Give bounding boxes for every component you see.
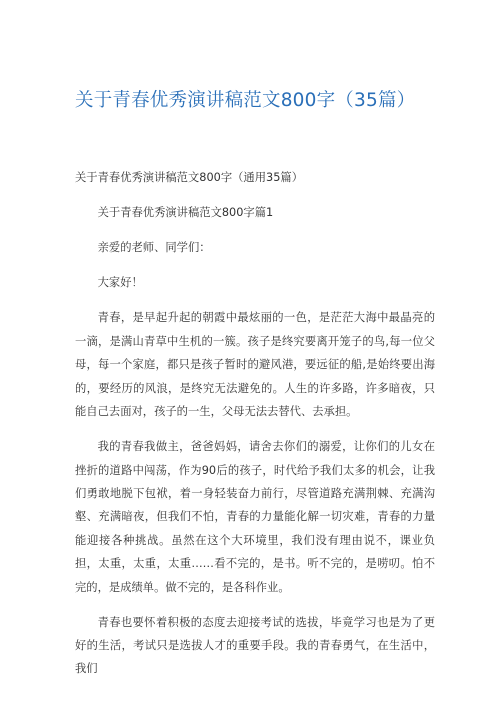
section-heading: 关于青春优秀演讲稿范文800字篇1 bbox=[97, 206, 274, 220]
subtitle-paragraph: 关于青春优秀演讲稿范文800字（通用35篇） bbox=[75, 171, 303, 184]
body-paragraph: 青春也要怀着积极的态度去迎接考试的选拔，毕竟学习也是为了更好的生活，考试只是选拔人才的重要手段。我的青春勇气，在生活中，我们 bbox=[75, 615, 435, 676]
salutation: 亲爱的老师、同学们： bbox=[97, 241, 211, 255]
body-paragraph: 青春，是早起升起的朝霞中最炫丽的一色，是茫茫大海中最晶亮的一滴，是满山青草中生机的一簇。孩子是终究要离开笼子的鸟,每一位父母，每一个家庭，都只是孩子暂时的避风港，要远征的船,是始终要出海的，要经历的风浪，是终究无法避免的。人生的许多路，许多暗夜，只能自己去面对，孩子的一生，父母无法去替代、去承担。 bbox=[75, 311, 435, 418]
body-paragraph: 我的青春我做主，爸爸妈妈，请舍去你们的溺爱，让你们的儿女在挫折的道路中闯荡，作为90后的孩子，时代给予我们太多的机会，让我们勇敢地脱下包袱，着一身轻装奋力前行，尽管道路充满荆棘、充满沟壑、充满暗夜，但我们不怕，青春的力量能化解一切灾难，青春的力量能迎接各种挑战。虽然在这个大环境里，我们没有理由说不，课业负担，太重，太重，太重……看不完的，是书。听不完的，是唠叨。怕不完的，是成绩单。做不完的，是各科作业。 bbox=[75, 440, 435, 594]
document-body bbox=[75, 166, 435, 693]
document-title: 关于青春优秀演讲稿范文800字（35篇） bbox=[75, 90, 416, 111]
greeting: 大家好！ bbox=[97, 276, 143, 290]
